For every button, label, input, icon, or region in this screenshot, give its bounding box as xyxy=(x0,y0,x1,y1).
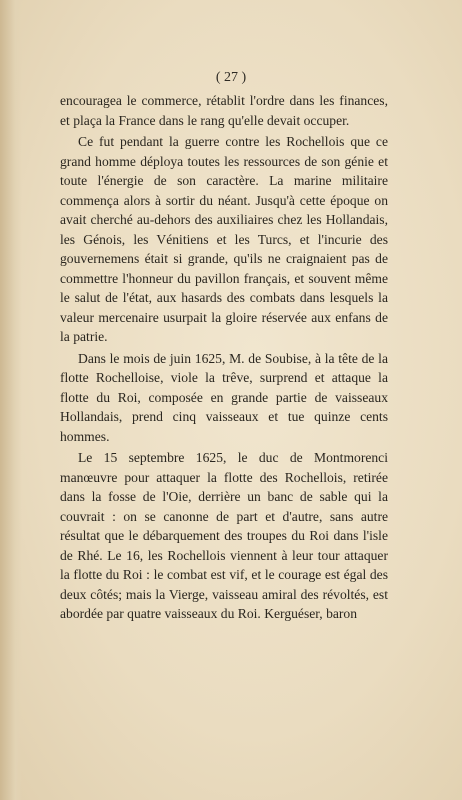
body-text xyxy=(60,91,388,626)
paragraph-3: Dans le mois de juin 1625, M. de Soubise, à la tête de la flotte Rochelloise, viole la trêve, surprend et attaque la flotte du Roi, composée en grande partie de vaisseaux Hollandais, prend cinq vaisseaux et tue quinze cents hommes. xyxy=(60,350,388,444)
paragraph-2: Ce fut pendant la guerre contre les Rochellois que ce grand homme déploya toutes les ressources de son génie et toute l'énergie de son caractère. La marine militaire commença alors à sortir du néant. Jusqu'à cette époque on avait cherché au-dehors des auxiliaires chez les Hollandais, les Génois, les Vénitiens et les Turcs, et l'incurie des gouvernemens était si grande, qu'ils ne craignaient pas de commettre l'honneur du pavillon français, et souvent même le salut de l'état, aux hasards des combats dans lesquels la valeur mercenaire usurpait la gloire réservée aux enfans de la patrie. xyxy=(60,134,388,344)
paragraph-1: encouragea le commerce, rétablit l'ordre dans les finances, et plaça la France dans le rang qu'elle devait occuper. xyxy=(60,93,388,128)
paragraph-4: Le 15 septembre 1625, le duc de Montmorenci manœuvre pour attaquer la flotte des Rochellois, retirée dans la fosse de l'Oie, derrière un banc de sable qui la couvrait : on se canonne de part et d'autre, sans autre résultat que le débarquement des troupes du Roi dans l'isle de Rhé. Le 16, les Rochellois viennent à leur tour attaquer la flotte du Roi : le combat est vif, et le courage est égal des deux côtés; mais la Vierge, vaisseau amiral des révoltés, est abordée par quatre vaisseaux du Roi. Kerguéser, baron xyxy=(60,450,388,621)
page-gutter-shadow xyxy=(0,0,22,800)
page-number: ( 27 ) xyxy=(215,70,247,85)
